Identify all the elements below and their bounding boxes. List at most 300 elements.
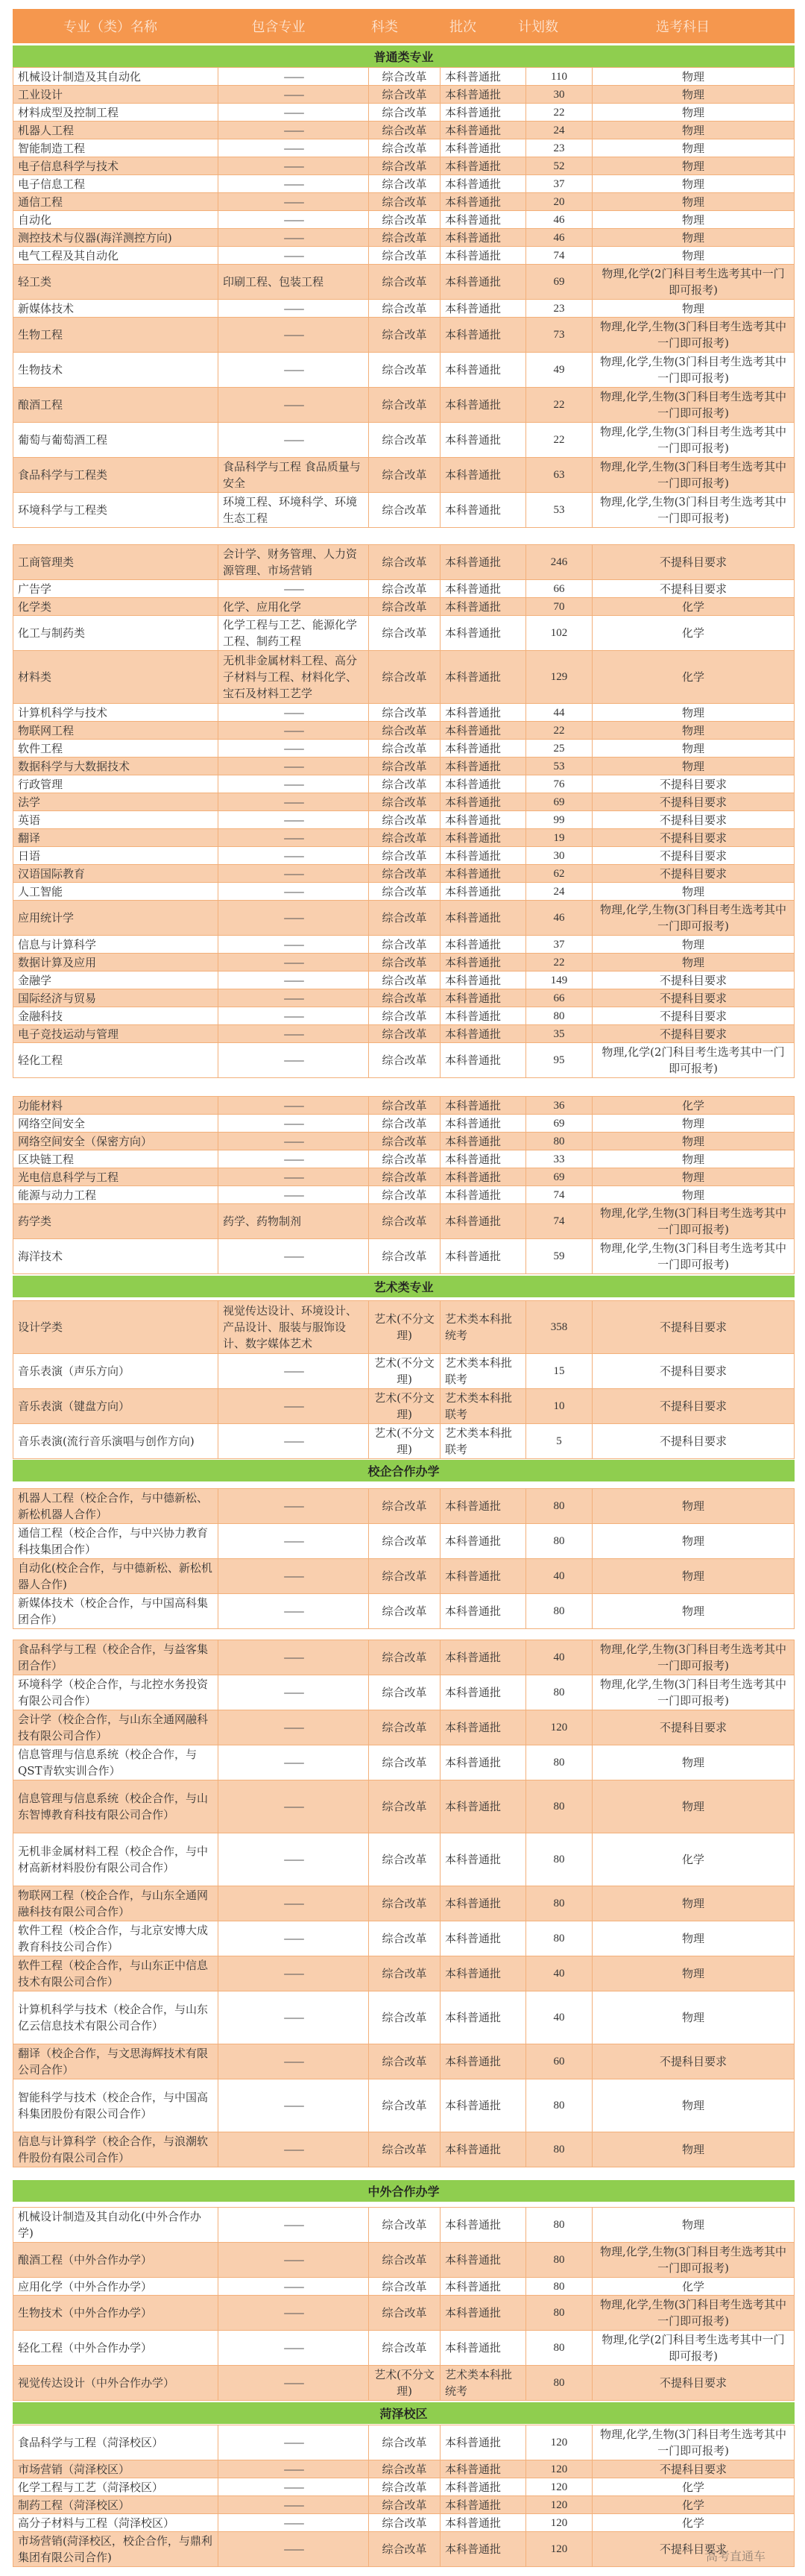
table-row xyxy=(13,2496,795,2514)
included-majors-cell: —— xyxy=(218,2478,369,2496)
table-row xyxy=(13,2278,795,2296)
plan-count-cell: 23 xyxy=(526,300,593,318)
included-majors-cell: 视觉传达设计、环境设计、产品设计、服装与服饰设计、数字媒体艺术 xyxy=(218,1301,369,1354)
included-majors-cell: —— xyxy=(218,122,369,139)
batch-cell: 本科普通批 xyxy=(441,1640,526,1675)
table-row xyxy=(13,2331,795,2366)
plan-count-cell: 80 xyxy=(526,1921,593,1956)
category-cell: 综合改革 xyxy=(369,1524,441,1559)
plan-count-cell: 99 xyxy=(526,811,593,829)
major-name-cell: 酿酒工程（中外合作办学） xyxy=(13,2243,218,2278)
table-row xyxy=(13,2243,795,2278)
batch-cell: 本科普通批 xyxy=(441,2079,526,2132)
batch-cell: 本科普通批 xyxy=(441,2132,526,2167)
batch-cell: 本科普通批 xyxy=(441,1168,526,1186)
category-cell: 综合改革 xyxy=(369,193,441,211)
batch-cell: 本科普通批 xyxy=(441,1043,526,1078)
table-row xyxy=(13,157,795,175)
table-row xyxy=(13,1559,795,1594)
major-name-cell: 应用化学（中外合作办学） xyxy=(13,2278,218,2296)
required-subject-cell: 物理,化学(2门科目考生选考其中一门即可报考) xyxy=(593,2331,795,2366)
required-subject-cell: 物理,化学(2门科目考生选考其中一门即可报考) xyxy=(593,265,795,300)
major-name-cell: 轻化工程 xyxy=(13,1043,218,1078)
table-block-sinoforeign xyxy=(13,2207,795,2401)
category-cell: 综合改革 xyxy=(369,847,441,865)
category-cell: 综合改革 xyxy=(369,2296,441,2331)
plan-count-cell: 80 xyxy=(526,1007,593,1025)
plan-count-cell: 46 xyxy=(526,229,593,247)
required-subject-cell: 不提科目要求 xyxy=(593,1301,795,1354)
required-subject-cell: 物理,化学,生物(3门科目考生选考其中一门即可报考) xyxy=(593,353,795,388)
included-majors-cell: —— xyxy=(218,1886,369,1921)
included-majors-cell: —— xyxy=(218,954,369,971)
plan-count-cell: 19 xyxy=(526,829,593,847)
plan-count-cell: 120 xyxy=(526,2460,593,2478)
required-subject-cell: 物理 xyxy=(593,68,795,86)
category-cell: 综合改革 xyxy=(369,1168,441,1186)
plan-count-cell: 40 xyxy=(526,1640,593,1675)
category-cell: 综合改革 xyxy=(369,651,441,704)
major-name-cell: 光电信息科学与工程 xyxy=(13,1168,218,1186)
batch-cell: 本科普通批 xyxy=(441,901,526,936)
required-subject-cell: 化学 xyxy=(593,2478,795,2496)
major-name-cell: 食品科学与工程（校企合作，与益客集团合作） xyxy=(13,1640,218,1675)
major-name-cell: 智能制造工程 xyxy=(13,139,218,157)
included-majors-cell: —— xyxy=(218,775,369,793)
category-cell: 综合改革 xyxy=(369,1115,441,1133)
category-cell: 综合改革 xyxy=(369,68,441,86)
required-subject-cell: 物理 xyxy=(593,936,795,954)
included-majors-cell: 药学、药物制剂 xyxy=(218,1204,369,1239)
table-row xyxy=(13,865,795,883)
batch-cell: 本科普通批 xyxy=(441,740,526,758)
major-name-cell: 翻译（校企合作，与文思海辉技术有限公司合作） xyxy=(13,2044,218,2079)
table-row xyxy=(13,989,795,1007)
batch-cell: 本科普通批 xyxy=(441,2278,526,2296)
required-subject-cell: 物理 xyxy=(593,2208,795,2243)
major-name-cell: 电子信息科学与技术 xyxy=(13,157,218,175)
plan-count-cell: 49 xyxy=(526,353,593,388)
batch-cell: 本科普通批 xyxy=(441,211,526,229)
required-subject-cell: 化学 xyxy=(593,616,795,651)
major-name-cell: 数据计算及应用 xyxy=(13,954,218,971)
plan-count-cell: 40 xyxy=(526,1991,593,2044)
included-majors-cell: —— xyxy=(218,2296,369,2331)
plan-count-cell: 120 xyxy=(526,2514,593,2532)
plan-count-cell: 30 xyxy=(526,86,593,104)
category-cell: 综合改革 xyxy=(369,2079,441,2132)
included-majors-cell: —— xyxy=(218,2243,369,2278)
batch-cell: 本科普通批 xyxy=(441,122,526,139)
major-name-cell: 食品科学与工程（菏泽校区） xyxy=(13,2425,218,2460)
category-cell: 综合改革 xyxy=(369,388,441,423)
required-subject-cell: 物理,化学,生物(3门科目考生选考其中一门即可报考) xyxy=(593,388,795,423)
section-heze: 菏泽校区 xyxy=(13,2402,795,2424)
table-row xyxy=(13,1780,795,1833)
plan-count-cell: 52 xyxy=(526,157,593,175)
included-majors-cell: 食品科学与工程 食品质量与安全 xyxy=(218,458,369,493)
plan-count-cell: 30 xyxy=(526,847,593,865)
section-art: 艺术类专业 xyxy=(13,1276,795,1297)
category-cell: 综合改革 xyxy=(369,1675,441,1710)
included-majors-cell: —— xyxy=(218,2079,369,2132)
category-cell: 综合改革 xyxy=(369,458,441,493)
major-name-cell: 区块链工程 xyxy=(13,1150,218,1168)
included-majors-cell: —— xyxy=(218,318,369,353)
plan-count-cell: 59 xyxy=(526,1239,593,1274)
plan-count-cell: 80 xyxy=(526,2079,593,2132)
batch-cell: 本科普通批 xyxy=(441,883,526,901)
table-row xyxy=(13,86,795,104)
major-name-cell: 电气工程及其自动化 xyxy=(13,247,218,265)
included-majors-cell: 化学工程与工艺、能源化学工程、制药工程 xyxy=(218,616,369,651)
required-subject-cell: 不提科目要求 xyxy=(593,971,795,989)
major-name-cell: 生物技术（中外合作办学） xyxy=(13,2296,218,2331)
table-row xyxy=(13,1389,795,1424)
batch-cell: 本科普通批 xyxy=(441,2460,526,2478)
plan-count-cell: 110 xyxy=(526,68,593,86)
major-name-cell: 机械设计制造及其自动化(中外合作办学) xyxy=(13,2208,218,2243)
category-cell: 综合改革 xyxy=(369,318,441,353)
watermark-text: 高考直通车 xyxy=(706,2549,766,2563)
category-cell: 综合改革 xyxy=(369,793,441,811)
table-row xyxy=(13,1007,795,1025)
category-cell: 综合改革 xyxy=(369,1745,441,1780)
major-name-cell: 金融科技 xyxy=(13,1007,218,1025)
required-subject-cell: 物理,化学,生物(3门科目考生选考其中一门即可报考) xyxy=(593,1239,795,1274)
batch-cell: 本科普通批 xyxy=(441,139,526,157)
required-subject-cell: 物理 xyxy=(593,2132,795,2167)
category-cell: 艺术(不分文理) xyxy=(369,1354,441,1389)
batch-cell: 本科普通批 xyxy=(441,2532,526,2567)
required-subject-cell: 物理,化学,生物(3门科目考生选考其中一门即可报考) xyxy=(593,458,795,493)
plan-count-cell: 69 xyxy=(526,1115,593,1133)
included-majors-cell: 化学、应用化学 xyxy=(218,598,369,616)
included-majors-cell: —— xyxy=(218,139,369,157)
required-subject-cell: 不提科目要求 xyxy=(593,1424,795,1459)
plan-count-cell: 80 xyxy=(526,1594,593,1629)
included-majors-cell: —— xyxy=(218,936,369,954)
table-row xyxy=(13,971,795,989)
category-cell: 综合改革 xyxy=(369,740,441,758)
plan-count-cell: 40 xyxy=(526,1956,593,1991)
batch-cell: 本科普通批 xyxy=(441,1097,526,1115)
included-majors-cell: —— xyxy=(218,247,369,265)
table-row xyxy=(13,247,795,265)
batch-cell: 本科普通批 xyxy=(441,936,526,954)
table-block-art xyxy=(13,1300,795,1459)
batch-cell: 本科普通批 xyxy=(441,1133,526,1150)
category-cell: 综合改革 xyxy=(369,493,441,528)
header-include: 包含专业 xyxy=(251,19,306,35)
batch-cell: 本科普通批 xyxy=(441,1991,526,2044)
required-subject-cell: 不提科目要求 xyxy=(593,775,795,793)
batch-cell: 本科普通批 xyxy=(441,651,526,704)
major-name-cell: 软件工程（校企合作，与北京安博大成教育科技公司合作） xyxy=(13,1921,218,1956)
table-row xyxy=(13,2366,795,2401)
required-subject-cell: 物理 xyxy=(593,1956,795,1991)
table-row xyxy=(13,318,795,353)
major-name-cell: 视觉传达设计（中外合作办学） xyxy=(13,2366,218,2401)
category-cell: 综合改革 xyxy=(369,1991,441,2044)
required-subject-cell: 化学 xyxy=(593,2496,795,2514)
batch-cell: 本科普通批 xyxy=(441,580,526,598)
included-majors-cell: —— xyxy=(218,883,369,901)
required-subject-cell: 物理,化学,生物(3门科目考生选考其中一门即可报考) xyxy=(593,1204,795,1239)
major-name-cell: 环境科学与工程类 xyxy=(13,493,218,528)
plan-count-cell: 80 xyxy=(526,1524,593,1559)
batch-cell: 本科普通批 xyxy=(441,704,526,722)
category-cell: 综合改革 xyxy=(369,580,441,598)
table-row xyxy=(13,775,795,793)
category-cell: 综合改革 xyxy=(369,1640,441,1675)
included-majors-cell: —— xyxy=(218,68,369,86)
included-majors-cell: —— xyxy=(218,175,369,193)
included-majors-cell: —— xyxy=(218,2425,369,2460)
major-name-cell: 物联网工程 xyxy=(13,722,218,740)
major-name-cell: 市场营销（菏泽校区） xyxy=(13,2460,218,2478)
plan-count-cell: 74 xyxy=(526,1204,593,1239)
category-cell: 综合改革 xyxy=(369,2460,441,2478)
table-row xyxy=(13,1043,795,1078)
major-name-cell: 化学类 xyxy=(13,598,218,616)
table-row xyxy=(13,193,795,211)
major-name-cell: 设计学类 xyxy=(13,1301,218,1354)
plan-count-cell: 62 xyxy=(526,865,593,883)
required-subject-cell: 不提科目要求 xyxy=(593,580,795,598)
included-majors-cell: —— xyxy=(218,1389,369,1424)
batch-cell: 本科普通批 xyxy=(441,758,526,775)
required-subject-cell: 不提科目要求 xyxy=(593,829,795,847)
table-row xyxy=(13,829,795,847)
required-subject-cell: 物理 xyxy=(593,1115,795,1133)
batch-cell: 本科普通批 xyxy=(441,229,526,247)
batch-cell: 本科普通批 xyxy=(441,458,526,493)
category-cell: 综合改革 xyxy=(369,1025,441,1043)
major-name-cell: 市场营销(菏泽校区，校企合作，与鼎利集团有限公司合作) xyxy=(13,2532,218,2567)
required-subject-cell: 物理,化学,生物(3门科目考生选考其中一门即可报考) xyxy=(593,2243,795,2278)
plan-count-cell: 80 xyxy=(526,1745,593,1780)
major-name-cell: 工业设计 xyxy=(13,86,218,104)
batch-cell: 本科普通批 xyxy=(441,175,526,193)
category-cell: 综合改革 xyxy=(369,175,441,193)
table-row xyxy=(13,493,795,528)
plan-count-cell: 40 xyxy=(526,1559,593,1594)
table-row xyxy=(13,300,795,318)
plan-count-cell: 24 xyxy=(526,122,593,139)
category-cell: 综合改革 xyxy=(369,2514,441,2532)
table-row xyxy=(13,1115,795,1133)
category-cell: 综合改革 xyxy=(369,883,441,901)
major-name-cell: 化学工程与工艺（菏泽校区） xyxy=(13,2478,218,2496)
included-majors-cell: —— xyxy=(218,1097,369,1115)
table-row xyxy=(13,1524,795,1559)
included-majors-cell: —— xyxy=(218,211,369,229)
table-row xyxy=(13,1921,795,1956)
plan-count-cell: 22 xyxy=(526,954,593,971)
plan-count-cell: 74 xyxy=(526,247,593,265)
table-block-heze xyxy=(13,2425,795,2567)
major-name-cell: 海洋技术 xyxy=(13,1239,218,1274)
table-row xyxy=(13,722,795,740)
batch-cell: 本科普通批 xyxy=(441,989,526,1007)
required-subject-cell: 物理,化学,生物(3门科目考生选考其中一门即可报考) xyxy=(593,1675,795,1710)
plan-count-cell: 35 xyxy=(526,1025,593,1043)
table-row xyxy=(13,598,795,616)
plan-count-cell: 37 xyxy=(526,175,593,193)
included-majors-cell: —— xyxy=(218,901,369,936)
batch-cell: 本科普通批 xyxy=(441,2425,526,2460)
included-majors-cell: —— xyxy=(218,1524,369,1559)
plan-count-cell: 20 xyxy=(526,193,593,211)
major-name-cell: 通信工程 xyxy=(13,193,218,211)
plan-count-cell: 80 xyxy=(526,1489,593,1524)
major-name-cell: 机械设计制造及其自动化 xyxy=(13,68,218,86)
included-majors-cell: —— xyxy=(218,1833,369,1886)
batch-cell: 本科普通批 xyxy=(441,847,526,865)
major-name-cell: 软件工程（校企合作，与山东正中信息技术有限公司合作） xyxy=(13,1956,218,1991)
table-row xyxy=(13,1239,795,1274)
plan-count-cell: 246 xyxy=(526,545,593,580)
included-majors-cell: —— xyxy=(218,2514,369,2532)
table-row xyxy=(13,580,795,598)
category-cell: 综合改革 xyxy=(369,1097,441,1115)
table-row xyxy=(13,1489,795,1524)
category-cell: 综合改革 xyxy=(369,139,441,157)
plan-count-cell: 69 xyxy=(526,793,593,811)
major-name-cell: 信息管理与信息系统（校企合作，与QST青软实训合作） xyxy=(13,1745,218,1780)
major-name-cell: 新媒体技术（校企合作，与中国高科集团合作） xyxy=(13,1594,218,1629)
category-cell: 艺术(不分文理) xyxy=(369,2366,441,2401)
included-majors-cell: —— xyxy=(218,2208,369,2243)
required-subject-cell: 物理 xyxy=(593,229,795,247)
batch-cell: 本科普通批 xyxy=(441,2496,526,2514)
batch-cell: 本科普通批 xyxy=(441,193,526,211)
plan-count-cell: 37 xyxy=(526,936,593,954)
category-cell: 综合改革 xyxy=(369,1186,441,1204)
category-cell: 综合改革 xyxy=(369,989,441,1007)
plan-count-cell: 80 xyxy=(526,2366,593,2401)
category-cell: 综合改革 xyxy=(369,971,441,989)
category-cell: 综合改革 xyxy=(369,423,441,458)
major-name-cell: 环境科学（校企合作，与北控水务投资有限公司合作） xyxy=(13,1675,218,1710)
table-row xyxy=(13,1301,795,1354)
table-row xyxy=(13,2514,795,2532)
included-majors-cell: —— xyxy=(218,1559,369,1594)
major-name-cell: 能源与动力工程 xyxy=(13,1186,218,1204)
category-cell: 综合改革 xyxy=(369,1886,441,1921)
included-majors-cell: —— xyxy=(218,847,369,865)
included-majors-cell: —— xyxy=(218,1956,369,1991)
required-subject-cell: 物理 xyxy=(593,758,795,775)
category-cell: 综合改革 xyxy=(369,2208,441,2243)
major-name-cell: 信息与计算科学（校企合作，与浪潮软件股份有限公司合作） xyxy=(13,2132,218,2167)
batch-cell: 本科普通批 xyxy=(441,545,526,580)
table-row xyxy=(13,1833,795,1886)
category-cell: 综合改革 xyxy=(369,775,441,793)
table-row xyxy=(13,229,795,247)
major-name-cell: 行政管理 xyxy=(13,775,218,793)
batch-cell: 本科普通批 xyxy=(441,775,526,793)
required-subject-cell: 物理 xyxy=(593,722,795,740)
included-majors-cell: —— xyxy=(218,300,369,318)
batch-cell: 本科普通批 xyxy=(441,1025,526,1043)
plan-count-cell: 102 xyxy=(526,616,593,651)
major-name-cell: 日语 xyxy=(13,847,218,865)
required-subject-cell: 物理 xyxy=(593,1489,795,1524)
table-row xyxy=(13,2079,795,2132)
batch-cell: 本科普通批 xyxy=(441,1239,526,1274)
category-cell: 综合改革 xyxy=(369,936,441,954)
plan-count-cell: 80 xyxy=(526,1780,593,1833)
required-subject-cell: 物理 xyxy=(593,1186,795,1204)
plan-count-cell: 80 xyxy=(526,1886,593,1921)
included-majors-cell: —— xyxy=(218,704,369,722)
major-name-cell: 电子信息工程 xyxy=(13,175,218,193)
category-cell: 综合改革 xyxy=(369,598,441,616)
required-subject-cell: 不提科目要求 xyxy=(593,1389,795,1424)
required-subject-cell: 不提科目要求 xyxy=(593,2460,795,2478)
required-subject-cell: 物理 xyxy=(593,740,795,758)
category-cell: 综合改革 xyxy=(369,300,441,318)
plan-count-cell: 120 xyxy=(526,2478,593,2496)
table-row xyxy=(13,175,795,193)
category-cell: 综合改革 xyxy=(369,865,441,883)
included-majors-cell: 无机非金属材料工程、高分子材料与工程、材料化学、宝石及材料工艺学 xyxy=(218,651,369,704)
header-plan: 计划数 xyxy=(518,19,558,35)
major-name-cell: 信息管理与信息系统（校企合作，与山东智博教育科技有限公司合作） xyxy=(13,1780,218,1833)
plan-count-cell: 120 xyxy=(526,2532,593,2567)
batch-cell: 本科普通批 xyxy=(441,1489,526,1524)
included-majors-cell: —— xyxy=(218,2331,369,2366)
table-row xyxy=(13,2478,795,2496)
plan-count-cell: 80 xyxy=(526,1675,593,1710)
batch-cell: 本科普通批 xyxy=(441,2296,526,2331)
included-majors-cell: —— xyxy=(218,193,369,211)
required-subject-cell: 物理 xyxy=(593,1991,795,2044)
category-cell: 综合改革 xyxy=(369,616,441,651)
table-row xyxy=(13,2296,795,2331)
included-majors-cell: —— xyxy=(218,1025,369,1043)
included-majors-cell: —— xyxy=(218,229,369,247)
plan-count-cell: 22 xyxy=(526,423,593,458)
major-name-cell: 高分子材料与工程（菏泽校区） xyxy=(13,2514,218,2532)
table-row xyxy=(13,423,795,458)
included-majors-cell: —— xyxy=(218,722,369,740)
category-cell: 综合改革 xyxy=(369,1594,441,1629)
batch-cell: 本科普通批 xyxy=(441,388,526,423)
required-subject-cell: 物理 xyxy=(593,1921,795,1956)
table-row xyxy=(13,793,795,811)
required-subject-cell: 物理 xyxy=(593,1780,795,1833)
required-subject-cell: 不提科目要求 xyxy=(593,847,795,865)
major-name-cell: 网络空间安全 xyxy=(13,1115,218,1133)
batch-cell: 本科普通批 xyxy=(441,865,526,883)
batch-cell: 本科普通批 xyxy=(441,971,526,989)
required-subject-cell: 物理 xyxy=(593,2079,795,2132)
plan-count-cell: 23 xyxy=(526,139,593,157)
category-cell: 综合改革 xyxy=(369,1239,441,1274)
table-row xyxy=(13,68,795,86)
included-majors-cell: —— xyxy=(218,2132,369,2167)
required-subject-cell: 物理,化学,生物(3门科目考生选考其中一门即可报考) xyxy=(593,901,795,936)
plan-count-cell: 74 xyxy=(526,1186,593,1204)
table-row xyxy=(13,353,795,388)
plan-count-cell: 66 xyxy=(526,989,593,1007)
table-row xyxy=(13,1710,795,1745)
plan-count-cell: 63 xyxy=(526,458,593,493)
included-majors-cell: —— xyxy=(218,353,369,388)
